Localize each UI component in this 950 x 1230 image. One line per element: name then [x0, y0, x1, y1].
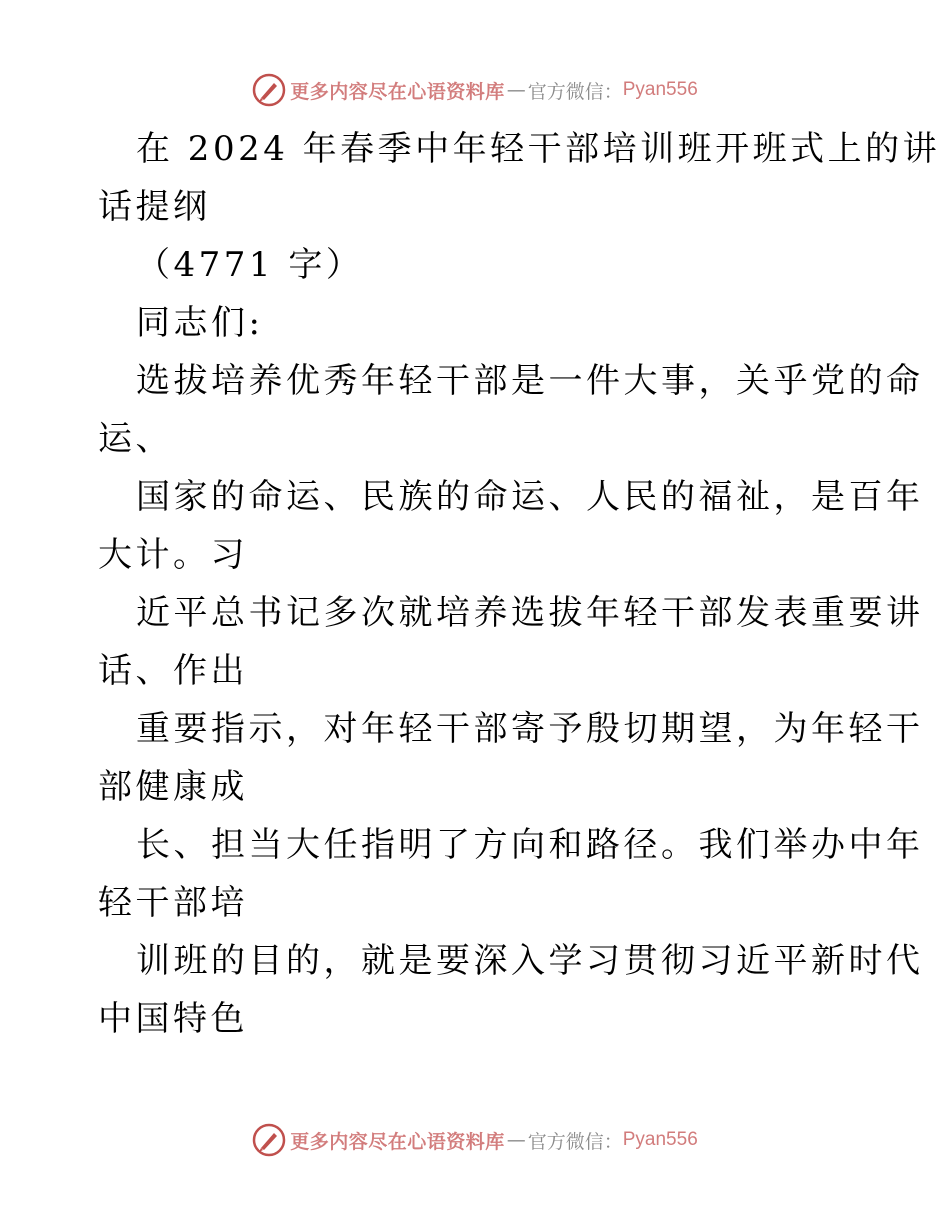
- word-count: （4771 字）: [136, 245, 364, 285]
- paragraph-line: 训班的目的，就是要深入学习贯彻习近平新时代: [136, 941, 924, 981]
- watermark-wechat-label: 官方微信：: [527, 1130, 623, 1153]
- header-watermark: [0, 70, 950, 110]
- document-title-line-1: 在 2024 年春季中年轻干部培训班开班式上的讲: [136, 129, 941, 169]
- watermark-dash: —: [506, 1129, 526, 1151]
- paragraph-line: 大计。习: [98, 535, 248, 575]
- watermark-wechat-id: Pyan556: [622, 79, 698, 100]
- paragraph-line: 选拔培养优秀年轻干部是一件大事，关乎党的命: [136, 361, 924, 401]
- watermark-main-text: 更多内容尽在心语资料库: [290, 80, 505, 103]
- paragraph-line: 部健康成: [98, 767, 248, 807]
- watermark-wechat-id: Pyan556: [622, 1129, 698, 1150]
- footer-watermark: [0, 1120, 950, 1160]
- paragraph-line: 轻干部培: [98, 883, 248, 923]
- paragraph-line: 话、作出: [98, 651, 248, 691]
- paragraph-line: 长、担当大任指明了方向和路径。我们举办中年: [136, 825, 924, 865]
- watermark-main-text: 更多内容尽在心语资料库: [290, 1130, 505, 1153]
- paragraph-line: 国家的命运、民族的命运、人民的福祉，是百年: [136, 477, 924, 517]
- watermark-wechat-label: 官方微信：: [527, 80, 623, 103]
- watermark-dash: —: [506, 79, 526, 101]
- quill-pen-icon: [252, 73, 286, 107]
- paragraph-line: 运、: [98, 419, 173, 459]
- paragraph-line: 近平总书记多次就培养选拔年轻干部发表重要讲: [136, 593, 924, 633]
- quill-pen-icon: [252, 1123, 286, 1157]
- paragraph-line: 中国特色: [98, 999, 248, 1039]
- document-title-line-2: 话提纲: [98, 187, 211, 227]
- document-body: [98, 120, 941, 1048]
- paragraph-line: 重要指示，对年轻干部寄予殷切期望，为年轻干: [136, 709, 924, 749]
- salutation: 同志们:: [136, 303, 264, 343]
